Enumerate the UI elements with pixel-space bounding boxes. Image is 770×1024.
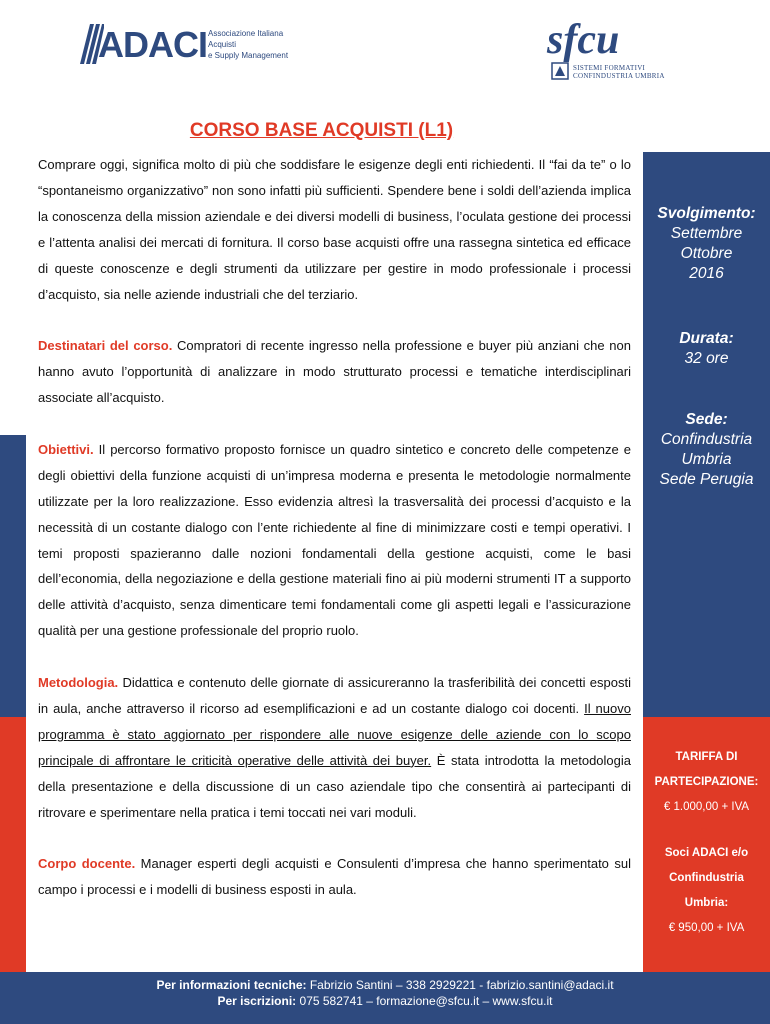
sidebar-tariffa [643, 717, 770, 972]
footer-iscrizioni-text: 075 582741 – formazione@sfcu.it – www.sfcu.it [296, 994, 553, 1008]
soci-line-1: Soci ADACI e/o [664, 847, 749, 859]
adaci-logo [80, 22, 290, 68]
destinatari-label: Destinatari del corso. [38, 338, 173, 354]
sfcu-wordmark: sfcu [547, 17, 620, 63]
course-description [38, 152, 631, 929]
sfcu-logo [545, 18, 675, 80]
adaci-wordmark: ADACI [98, 24, 207, 65]
svolgimento-label: Svolgimento: [657, 205, 756, 222]
obiettivi-text: Il percorso formativo proposto fornisce un quadro sintetico e concreto delle competenze e degli obiettivi della funzione acquisti di un’impresa moderna e presenta le metodologie normalmente utilizzate per la loro realizzazione. Esso evidenzia altresì la trasversalità dei processi d’acquisto e la necessità di un costante dialogo con l’ente richiedente al fine di minimizzare costi e tempi operativi. I temi proposti spazieranno dalle nozioni fondamentali della gestione acquisti, come le basi dell’economia, della negoziazione e della gestione materiali fino ai più moderni strumenti IT a supporto delle attività d’acquisto, senza dimenticare temi fondamentali come gli aspetti legali e l’assicurazione qualità per una gestione professionale del proprio ruolo. [38, 441, 631, 639]
metodologia-text-before: Didattica e contenuto delle giornate di assicureranno la trasferibilità dei concetti esposti in aula, anche attraverso il ricorso ad esemplificazioni e ad un costante dialogo coi docenti. [38, 675, 631, 716]
sede-label: Sede: [685, 411, 728, 428]
footer-contacts [0, 972, 770, 1024]
durata-value: 32 ore [684, 350, 729, 367]
metodologia-underlined-text: Il nuovo programma è stato aggiornato per rispondere alle nuove esigenze delle aziende con lo scopo principale di affrontare le criticità operative delle attività dei buyer. [38, 700, 631, 768]
footer-iscrizioni-label: Per iscrizioni: [217, 994, 297, 1008]
tariffa-block [643, 745, 770, 820]
page-title: CORSO BASE ACQUISTI (L1) [189, 120, 454, 141]
corpo-docente-label: Corpo docente. [38, 856, 136, 872]
soci-line-2: Confindustria [669, 872, 744, 884]
soci-block [643, 841, 770, 941]
metodologia-label: Metodologia. [38, 675, 119, 691]
durata-block [643, 329, 770, 369]
obiettivi-label: Obiettivi. [38, 441, 94, 457]
destinatari-paragraph [38, 333, 631, 411]
corpo-docente-paragraph [38, 851, 631, 903]
footer-info-line [0, 977, 770, 993]
footer-info-text: Fabrizio Santini – 338 2929221 - fabrizio.santini@adaci.it [306, 978, 614, 992]
tariffa-price: € 1.000,00 + IVA [663, 801, 750, 813]
sfcu-subtitle: SISTEMI FORMATIVI CONFINDUSTRIA UMBRIA [573, 64, 665, 80]
destinatari-text: Compratori di recente ingresso nella professione e buyer più anziani che non hanno avuto l’opportunità di analizzare in modo strutturato processi e tematiche interdisciplinari associate all’acquisto. [38, 338, 631, 406]
tariffa-heading-1: TARIFFA DI [675, 751, 738, 763]
intro-paragraph: Comprare oggi, significa molto di più che soddisfare le esigenze degli enti richiedenti. Il “fai da te” o lo “spontaneismo organizzativo” non sono infatti più sufficienti. Spendere bene i soldi dell’azienda implica la conoscenza della mission aziendale e dei diversi modelli di business, l’oculata gestione dei processi e l’attenta analisi dei mercati di fornitura. Il corso base acquisti offre una rassegna sintetica ed efficace di queste conoscenze e degli strumenti da utilizzare per gestire in modo professionale i processi d’acquisto, sia nelle aziende industriali che del terziario. [38, 157, 631, 302]
sidebar-info [643, 152, 770, 717]
left-edge-red-strip [0, 717, 26, 972]
confindustria-emblem-icon [551, 62, 569, 80]
svolgimento-block: Svolgimento: Settembre Ottobre 2016 [643, 204, 770, 284]
soci-price: € 950,00 + IVA [668, 922, 745, 934]
metodologia-text-after: È stata introdotta la metodologia della presentazione e della discussione di un caso aziendale tipo che consentirà ai partecipanti di ritrovare e sperimentare nella pratica i temi toccati nei vari moduli. [38, 752, 631, 820]
tariffa-heading-2: PARTECIPAZIONE: [654, 776, 759, 788]
durata-label: Durata: [679, 330, 734, 347]
left-edge-blue-strip [0, 435, 26, 717]
metodologia-paragraph [38, 670, 631, 825]
adaci-subtitle: Associazione Italiana Acquisti e Supply Management [208, 29, 289, 60]
corpo-docente-text: Manager esperti degli acquisti e Consulenti d’impresa che hanno sperimentato sul campo i processi e i modelli di business esposti in aula. [38, 856, 631, 898]
footer-iscrizioni-line [0, 993, 770, 1009]
soci-line-3: Umbria: [684, 897, 729, 909]
obiettivi-paragraph [38, 437, 631, 644]
sede-block: Sede: Confindustria Umbria Sede Perugia [643, 410, 770, 490]
footer-info-label: Per informazioni tecniche: [156, 978, 307, 992]
